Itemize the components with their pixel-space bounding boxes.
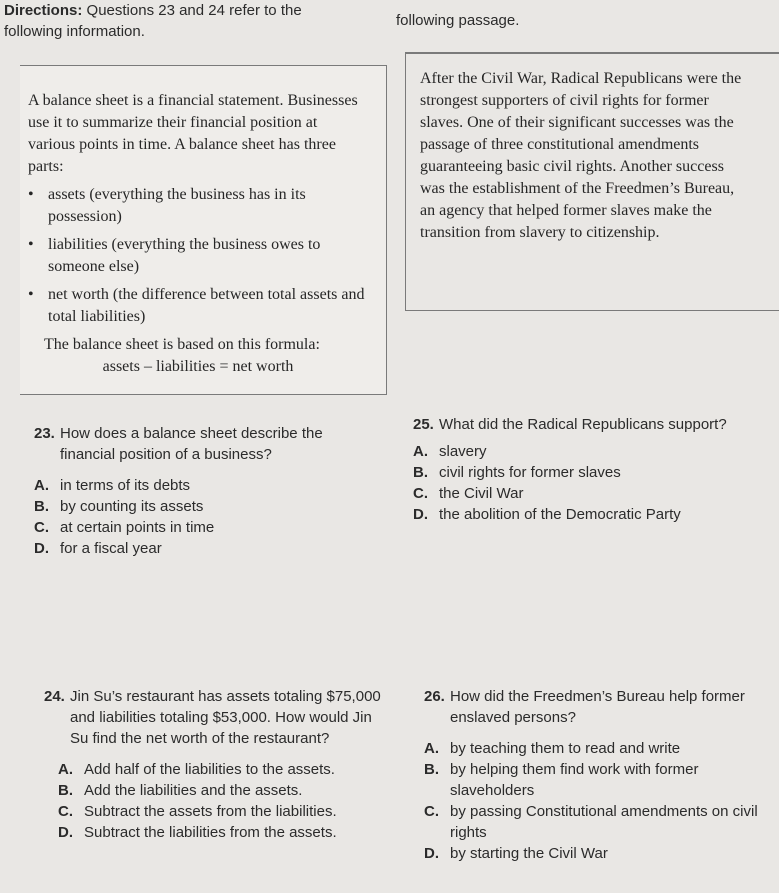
directions-text-line1: Questions 23 and 24 refer to the	[86, 2, 302, 19]
option-d[interactable]	[34, 538, 364, 559]
question-25	[413, 414, 773, 525]
info-intro: A balance sheet is a financial statement. Businesses use it to summarize their financial position at various points in time. A balance sheet has three parts:	[28, 92, 358, 175]
option-letter: D.	[34, 540, 49, 557]
passage-content	[420, 68, 745, 244]
passage-text: After the Civil War, Radical Republicans were the strongest supporters of civil rights for former slaves. One of their significant successes was the passage of three constitutional amendments guaranteeing basic civil rights. Another success was the establishment of the Freedmen’s Bureau, an agency that helped former slaves make the transition from slavery to citizenship.	[420, 70, 742, 241]
option-text: Subtract the assets from the liabilities.	[84, 803, 337, 820]
bullet-net-worth	[28, 284, 368, 328]
bullet-text: assets (everything the business has in its possession)	[48, 186, 306, 225]
question-text: What did the Radical Republicans support?	[439, 416, 727, 433]
option-text: the Civil War	[439, 485, 524, 502]
option-d[interactable]	[413, 504, 773, 525]
bullet-dot-icon: •	[28, 286, 34, 303]
option-letter: C.	[58, 803, 73, 820]
option-b[interactable]	[34, 496, 364, 517]
option-text: Add the liabilities and the assets.	[84, 782, 303, 799]
option-a[interactable]	[424, 738, 776, 759]
option-letter: C.	[413, 485, 428, 502]
option-b[interactable]	[424, 759, 776, 801]
option-a[interactable]	[413, 441, 773, 462]
question-number: 24.	[44, 688, 65, 705]
bullet-dot-icon: •	[28, 236, 34, 253]
option-text: by counting its assets	[60, 498, 204, 515]
option-b[interactable]	[413, 462, 773, 483]
bullet-liabilities	[28, 234, 368, 278]
directions-label: Directions:	[4, 2, 83, 19]
option-c[interactable]	[34, 517, 364, 538]
option-letter: A.	[424, 740, 439, 757]
option-text: Add half of the liabilities to the assets.	[84, 761, 335, 778]
question-24	[44, 686, 394, 843]
option-text: for a fiscal year	[60, 540, 162, 557]
option-text: Subtract the liabilities from the assets.	[84, 824, 337, 841]
bullet-assets	[28, 184, 368, 228]
option-letter: C.	[424, 803, 439, 820]
question-26	[424, 686, 776, 864]
option-letter: B.	[58, 782, 73, 799]
option-c[interactable]	[413, 483, 773, 504]
option-letter: A.	[58, 761, 73, 778]
option-letter: C.	[34, 519, 49, 536]
right-directions-text: following passage.	[396, 12, 520, 29]
option-text: at certain points in time	[60, 519, 215, 536]
option-d[interactable]	[58, 822, 394, 843]
option-text: by teaching them to read and write	[450, 740, 681, 757]
option-b[interactable]	[58, 780, 394, 801]
option-d[interactable]	[424, 843, 776, 864]
bullet-text: liabilities (everything the business owes to someone else)	[48, 236, 321, 275]
option-text: by starting the Civil War	[450, 845, 608, 862]
option-text: civil rights for former slaves	[439, 464, 621, 481]
question-number: 26.	[424, 688, 445, 705]
option-letter: B.	[413, 464, 428, 481]
left-directions	[4, 0, 344, 42]
option-text: the abolition of the Democratic Party	[439, 506, 681, 523]
option-letter: D.	[58, 824, 73, 841]
question-text: How does a balance sheet describe the financial position of a business?	[60, 425, 323, 463]
option-text: slavery	[439, 443, 487, 460]
option-c[interactable]	[58, 801, 394, 822]
directions-text-line2: following information.	[4, 23, 145, 40]
option-letter: B.	[424, 761, 439, 778]
question-text: Jin Su’s restaurant has assets totaling $75,000 and liabilities totaling $53,000. How would Jin Su find the net worth of the restaurant?	[70, 688, 381, 747]
question-23	[34, 423, 364, 559]
question-text: How did the Freedmen’s Bureau help former enslaved persons?	[450, 688, 745, 726]
right-directions	[396, 10, 696, 31]
option-text: by passing Constitutional amendments on civil rights	[450, 803, 758, 841]
option-text: by helping them find work with former slaveholders	[450, 761, 699, 799]
option-a[interactable]	[58, 759, 394, 780]
formula-intro: The balance sheet is based on this formula:	[44, 336, 320, 353]
bullet-text: net worth (the difference between total assets and total liabilities)	[48, 286, 365, 325]
question-number: 23.	[34, 425, 55, 442]
option-a[interactable]	[34, 475, 364, 496]
option-c[interactable]	[424, 801, 776, 843]
question-number: 25.	[413, 416, 434, 433]
formula: assets – liabilities = net worth	[102, 358, 294, 375]
option-text: in terms of its debts	[60, 477, 191, 494]
option-letter: A.	[34, 477, 49, 494]
option-letter: D.	[424, 845, 439, 862]
option-letter: A.	[413, 443, 428, 460]
bullet-dot-icon: •	[28, 186, 34, 203]
option-letter: B.	[34, 498, 49, 515]
info-box-content	[28, 90, 368, 378]
option-letter: D.	[413, 506, 428, 523]
